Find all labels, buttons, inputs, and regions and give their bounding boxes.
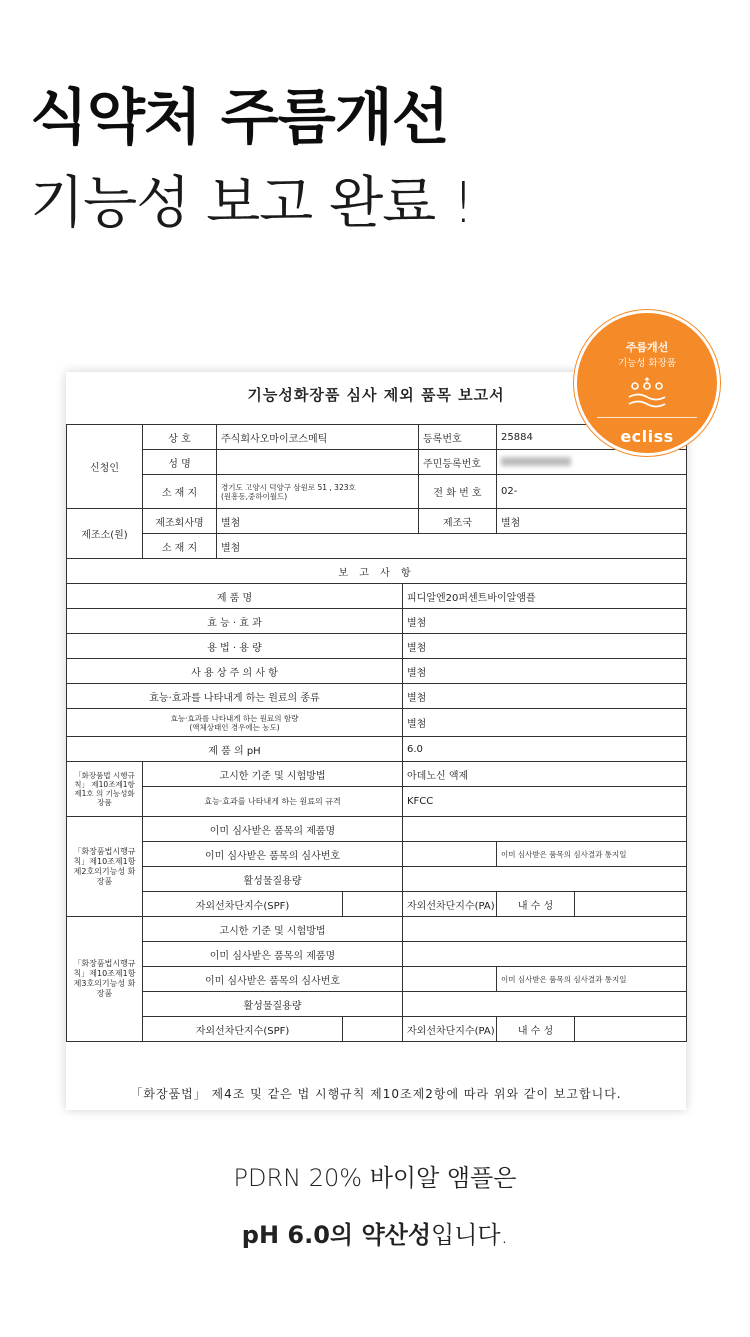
section3-prior-notice-label: 이미 심사받은 품목의 심사결과 통지일 — [497, 967, 687, 992]
section1-side-label: 「화장품법 시행규칙」 제10조제1항제1호 의 기능성화장품 — [67, 762, 143, 817]
section2-active-qty-label: 활성물질용량 — [143, 867, 403, 892]
table-row — [67, 450, 687, 475]
table-row — [67, 787, 687, 817]
section2-active-qty-value — [403, 867, 687, 892]
reg-no-label: 등록번호 — [419, 425, 497, 450]
reg-no-value: 25884 — [497, 425, 687, 450]
section3-side-label: 「화장품법시행규칙」제10조제1항제3호의기능성 화장품 — [67, 917, 143, 1042]
table-row — [67, 967, 687, 992]
section2-pa-label: 자외선차단지수(PA) — [403, 892, 497, 917]
table-row — [67, 917, 687, 942]
caption-highlight: pH 6.0의 약산성 — [241, 1221, 432, 1249]
trade-name-label: 상 호 — [143, 425, 217, 450]
section3-active-qty-label: 활성물질용량 — [143, 992, 403, 1017]
section1-spec-label: 효능·효과를 나타내게 하는 원료의 규격 — [143, 787, 403, 817]
phone-value: 02- — [497, 475, 687, 509]
section2-prior-notice-label: 이미 심사받은 품목의 심사결과 통지일 — [497, 842, 687, 867]
table-row — [67, 534, 687, 559]
table-row — [67, 684, 687, 709]
rrn-label: 주민등록번호 — [419, 450, 497, 475]
report-row-label: 제 품 의 pH — [67, 737, 403, 762]
wrinkle-care-badge — [574, 310, 720, 456]
section2-prior-name-label: 이미 심사받은 품목의 제품명 — [143, 817, 403, 842]
report-row-label: 효 능 · 효 과 — [67, 609, 403, 634]
manufacturer-name-label: 제조회사명 — [143, 509, 217, 534]
manufacturer-group-label: 제조소(원) — [67, 509, 143, 559]
table-row — [67, 842, 687, 867]
section3-water-label: 내 수 성 — [497, 1017, 575, 1042]
table-row — [67, 867, 687, 892]
section3-active-qty-value — [403, 992, 687, 1017]
table-row — [67, 634, 687, 659]
table-row — [67, 892, 687, 917]
table-row — [67, 559, 687, 584]
address-line-1: 경기도 고양시 덕양구 삼원로 51 , 323호 — [221, 482, 356, 492]
report-row-value: 피디알엔20퍼센트바이알앰플 — [403, 584, 687, 609]
manufacturer-country-value: 별첨 — [497, 509, 687, 534]
table-row — [67, 709, 687, 737]
manufacturer-name-value: 별첨 — [217, 509, 419, 534]
report-row-label: 용 법 · 용 량 — [67, 634, 403, 659]
section3-prior-name-value — [403, 942, 687, 967]
section3-prior-no-label: 이미 심사받은 품목의 심사번호 — [143, 967, 403, 992]
report-row-value: 별첨 — [403, 609, 687, 634]
table-row — [67, 609, 687, 634]
badge-line1: 주름개선 — [625, 341, 669, 354]
address-label: 소 재 지 — [143, 475, 217, 509]
phone-label: 전 화 번 호 — [419, 475, 497, 509]
section2-water-value — [575, 892, 687, 917]
caption-line1: PDRN 20% 바이알 앰플은 — [233, 1164, 517, 1192]
section3-spf-value — [343, 1017, 403, 1042]
manufacturer-address-value: 별첨 — [217, 534, 687, 559]
trade-name-value: 주식회사오마이코스메틱 — [217, 425, 419, 450]
table-row — [67, 737, 687, 762]
section3-pa-label: 자외선차단지수(PA) — [403, 1017, 497, 1042]
section2-prior-no-value — [403, 842, 497, 867]
section2-spf-value — [343, 892, 403, 917]
report-row-label: 제 품 명 — [67, 584, 403, 609]
section1-method-value: 아데노신 액제 — [403, 762, 687, 787]
report-row-value: 별첨 — [403, 709, 687, 737]
report-row-label: 사 용 상 주 의 사 항 — [67, 659, 403, 684]
headline — [30, 83, 474, 236]
section3-water-value — [575, 1017, 687, 1042]
section1-spec-value: KFCC — [403, 787, 687, 817]
badge-line2: 기능성 화장품 — [617, 358, 677, 369]
rep-name-value — [217, 450, 419, 475]
table-row — [67, 762, 687, 787]
section1-method-label: 고시한 기준 및 시험방법 — [143, 762, 403, 787]
report-form-table — [66, 424, 687, 1042]
table-row — [67, 942, 687, 967]
rep-name-label: 성 명 — [143, 450, 217, 475]
document-footer: 「화장품법」 제4조 및 같은 법 시행규칙 제10조제2항에 따라 위와 같이 보고합니다. — [130, 1087, 622, 1101]
section3-method-value — [403, 917, 687, 942]
section2-side-label: 「화장품법시행규칙」제10조제1항제2호의기능성 화장품 — [67, 817, 143, 917]
caption-line2 — [0, 1215, 750, 1250]
table-row — [67, 992, 687, 1017]
report-row-label — [67, 709, 403, 737]
caption — [0, 1158, 750, 1250]
headline-subtitle: 기능성 보고 완료 ! — [30, 171, 474, 236]
section2-spf-label: 자외선차단지수(SPF) — [143, 892, 343, 917]
skin-layers-icon — [627, 377, 667, 411]
ph-value: 6.0 — [403, 737, 687, 762]
table-row — [67, 509, 687, 534]
section2-prior-name-value — [403, 817, 687, 842]
badge-brand: ecliss — [620, 427, 674, 446]
report-document — [66, 372, 686, 1110]
badge-divider — [597, 417, 697, 418]
report-row-value: 별첨 — [403, 659, 687, 684]
section2-prior-no-label: 이미 심사받은 품목의 심사번호 — [143, 842, 403, 867]
report-row-value: 별첨 — [403, 634, 687, 659]
table-row — [67, 817, 687, 842]
section3-prior-name-label: 이미 심사받은 품목의 제품명 — [143, 942, 403, 967]
manufacturer-country-label: 제조국 — [419, 509, 497, 534]
report-section-header: 보 고 사 항 — [67, 559, 687, 584]
caption-line2-rest: 입니다. — [431, 1221, 509, 1249]
address-value — [217, 475, 419, 509]
table-row — [67, 659, 687, 684]
manufacturer-address-label: 소 재 지 — [143, 534, 217, 559]
ingredient-amount-label: 효능·효과를 나타내게 하는 원료의 함량 — [170, 713, 299, 723]
table-row — [67, 475, 687, 509]
section3-prior-no-value — [403, 967, 497, 992]
section3-method-label: 고시한 기준 및 시험방법 — [143, 917, 403, 942]
document-title: 기능성화장품 심사 제외 품목 보고서 — [247, 386, 505, 404]
table-row — [67, 584, 687, 609]
applicant-group-label: 신청인 — [67, 425, 143, 509]
section2-water-label: 내 수 성 — [497, 892, 575, 917]
report-row-value: 별첨 — [403, 684, 687, 709]
headline-title: 식약처 주름개선 — [30, 83, 449, 153]
address-line-2: (원흥동,중하이월드) — [221, 491, 288, 501]
table-row — [67, 1017, 687, 1042]
section3-spf-label: 자외선차단지수(SPF) — [143, 1017, 343, 1042]
ingredient-amount-note: (액체상태인 경우에는 농도) — [189, 722, 280, 732]
report-row-label: 효능·효과를 나타내게 하는 원료의 종류 — [67, 684, 403, 709]
